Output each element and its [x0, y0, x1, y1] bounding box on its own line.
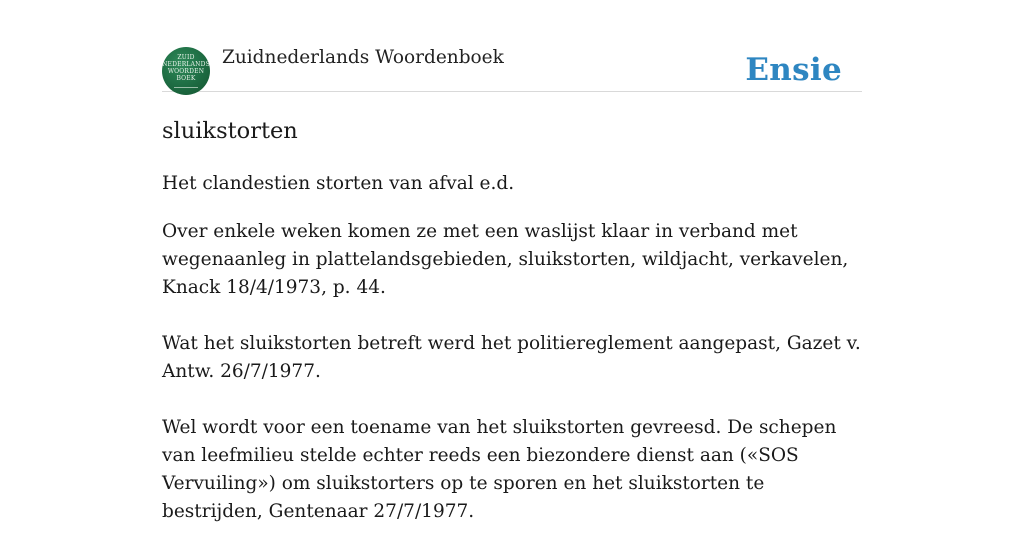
- quote-item: Wat het sluikstorten betreft werd het politiereglement aangepast, Gazet v. Antw. 26/7/1977.: [162, 333, 861, 382]
- dictionary-logo[interactable]: [162, 47, 210, 95]
- entry-definition: Het clandestien storten van afval e.d.: [162, 173, 515, 194]
- quote-list: [162, 218, 862, 526]
- brand-logo[interactable]: Ensie: [745, 52, 842, 88]
- logo-line: BOEK: [176, 75, 196, 82]
- logo-line: WOORDEN: [167, 68, 205, 75]
- page-content: [162, 44, 862, 554]
- quote-item: Wel wordt voor een toename van het sluikstorten gevreesd. De schepen van leefmilieu stelde echter reeds een biezondere dienst aan («SOS Vervuiling») om sluikstorters op te sporen en het sluikstorten te bestrijden, Gentenaar 27/7/1977.: [162, 417, 837, 522]
- quote-item: Over enkele weken komen ze met een waslijst klaar in verband met wegenaanleg in plattelandsgebieden, sluikstorten, wildjacht, verkavelen, Knack 18/4/1973, p. 44.: [162, 221, 849, 298]
- logo-line: NEDERLANDS: [162, 61, 210, 68]
- header: [162, 44, 862, 92]
- source-title[interactable]: Zuidnederlands Woordenboek: [222, 47, 504, 68]
- logo-line: ZUID: [177, 54, 195, 61]
- logo-rule: [174, 87, 198, 88]
- entry-headword: sluikstorten: [162, 118, 298, 144]
- logo-text: [162, 54, 210, 82]
